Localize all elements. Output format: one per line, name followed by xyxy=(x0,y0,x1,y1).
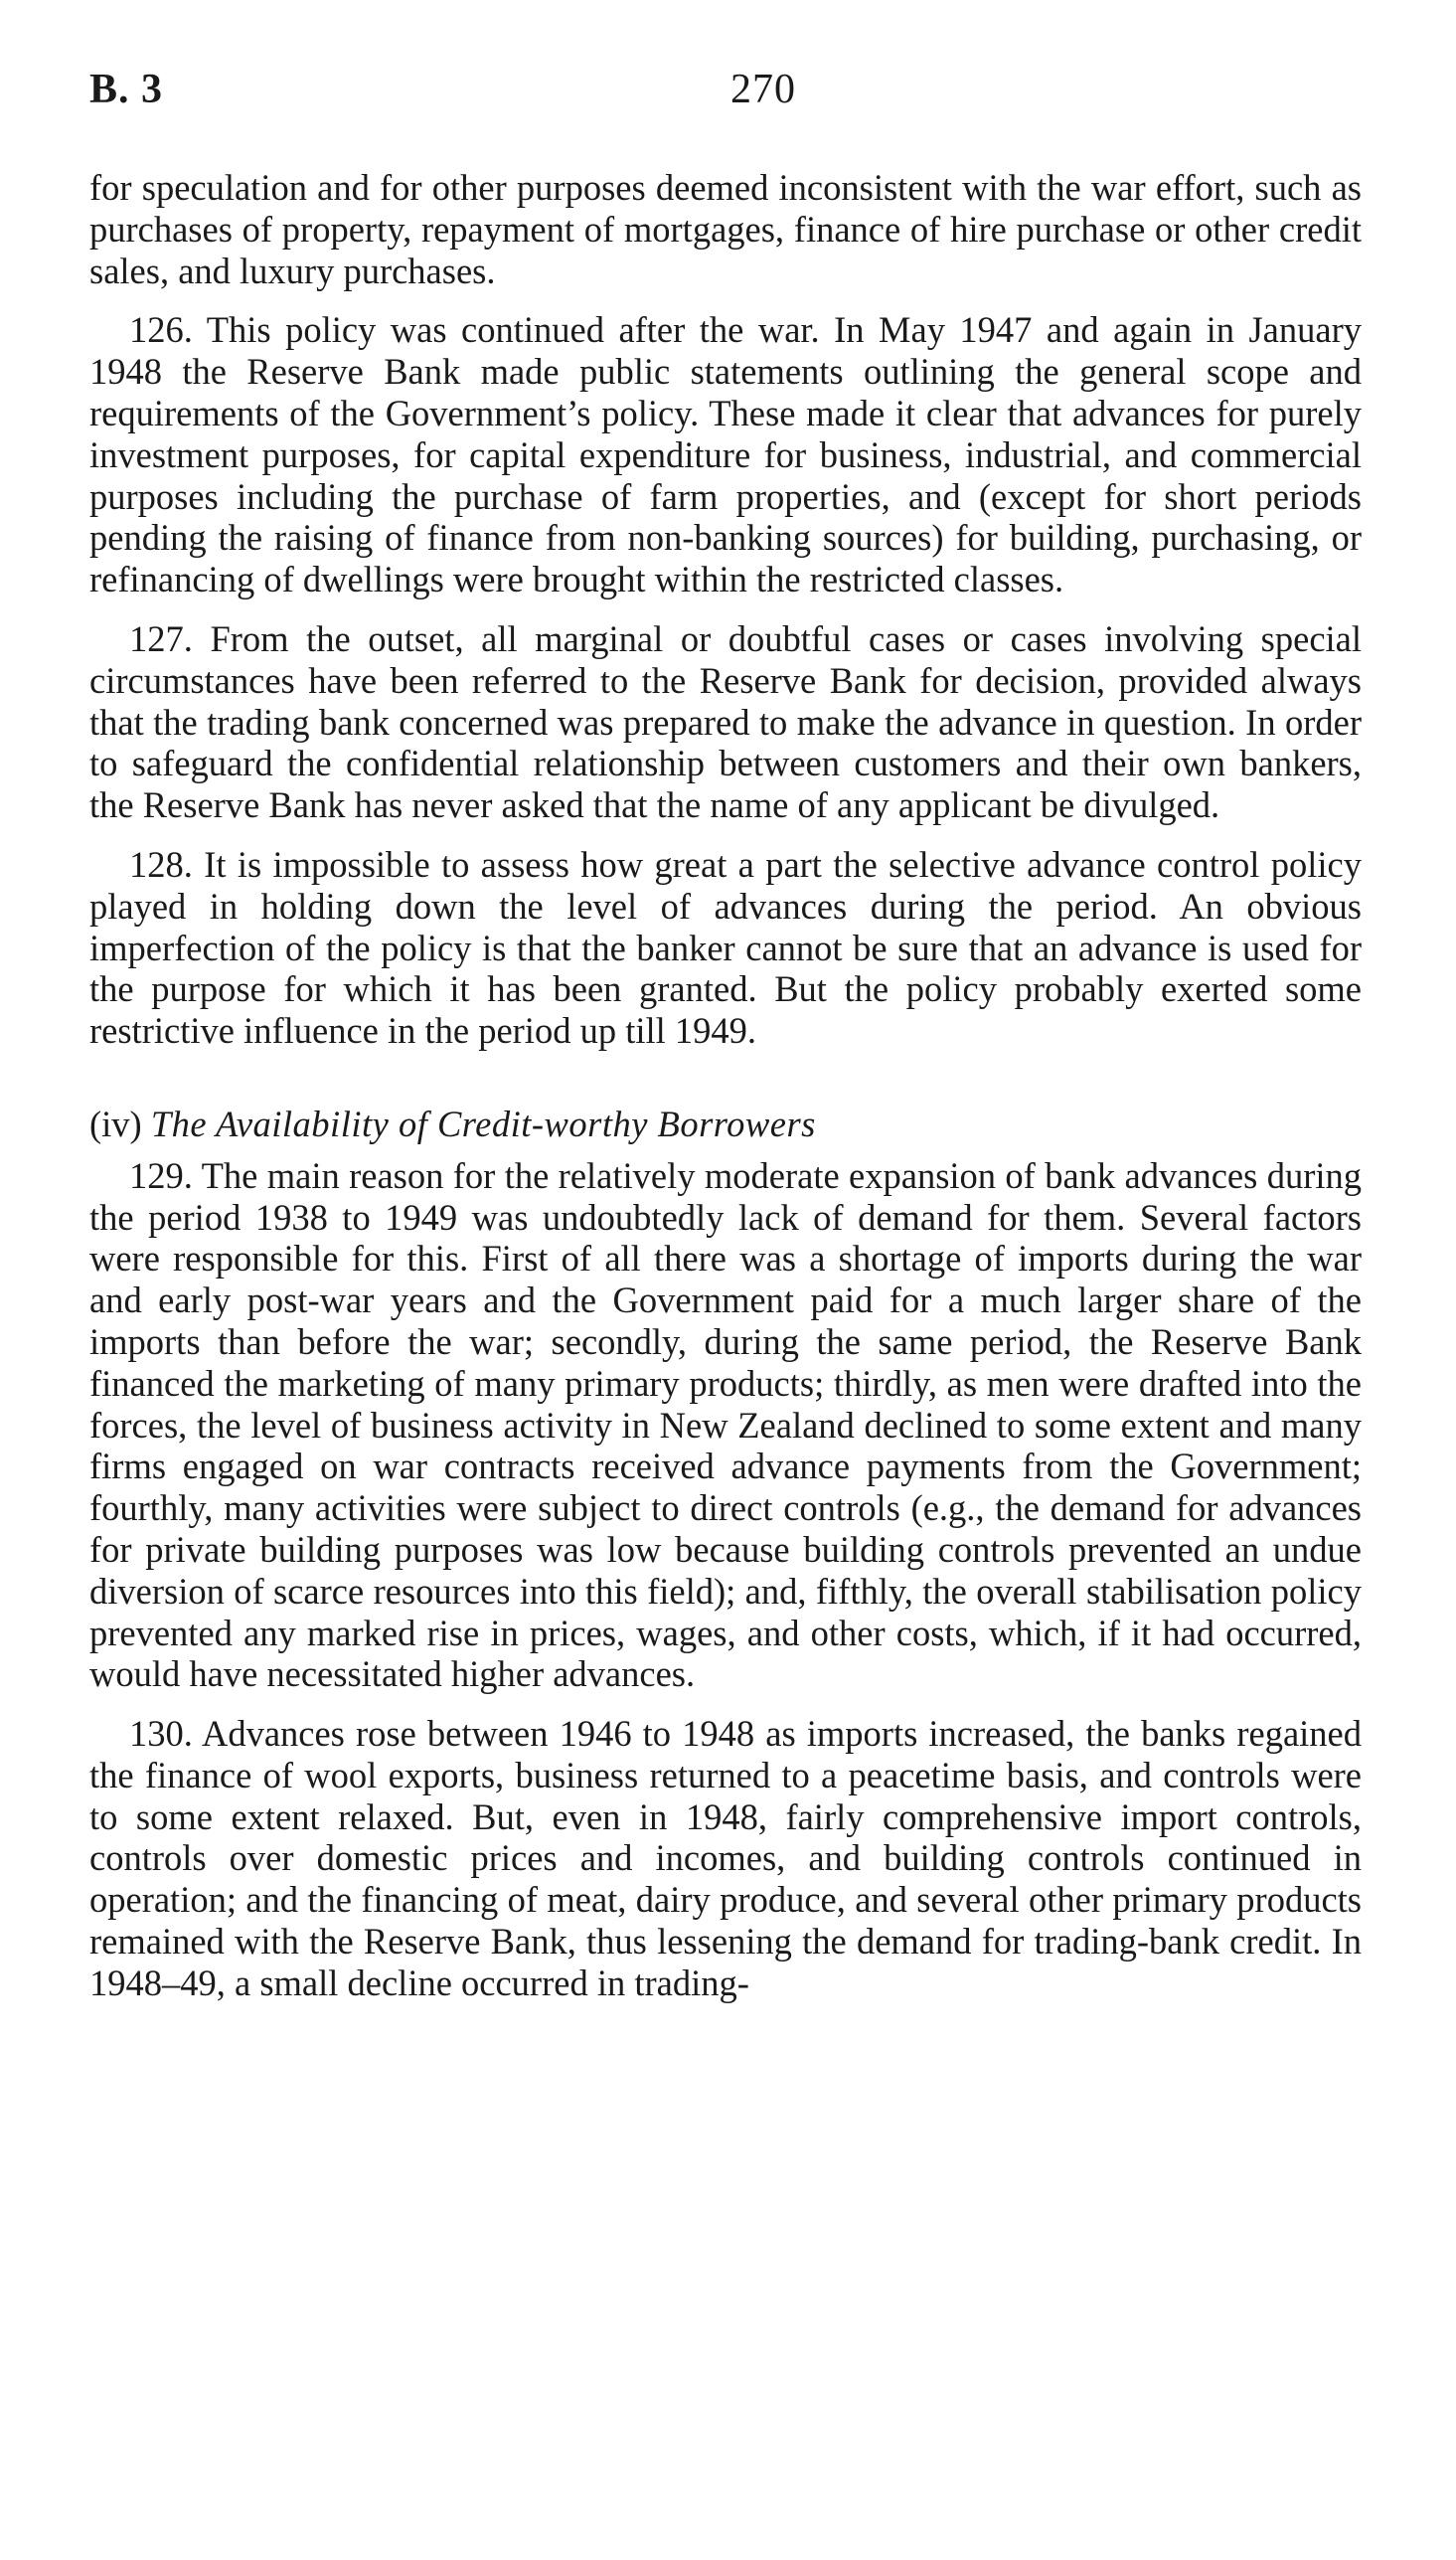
body-text xyxy=(89,167,1362,2022)
section-heading-label: (iv) xyxy=(89,1103,142,1144)
running-head xyxy=(89,66,1381,125)
page-number: 270 xyxy=(730,67,796,112)
paragraph-continued: for speculation and for other purposes deemed inconsistent with the war effort, such as purchases of property, repayment of mortgages, finance of hire purchase or other credit sales, and luxury purchases. xyxy=(89,167,1362,291)
paragraph-129: 129. The main reason for the relatively moderate expansion of bank advances during the period 1938 to 1949 was undoubtedly lack of demand for them. Several factors were responsible for this. First of all there was a shortage of imports during the war and early post-war years and the Government paid for a much larger share of the imports than before the war; secondly, during the same period, the Reserve Bank financed the marketing of many primary products; thirdly, as men were drafted into the forces, the level of business activity in New Zealand declined to some extent and many firms engaged on war contracts received advance payments from the Government; fourthly, many activities were subject to direct controls (e.g., the demand for advances for private building purposes was low because building controls prevented an undue diversion of scarce resources into this field); and, fifthly, the overall stabilisation policy prevented any marked rise in prices, wages, and other costs, which, if it had occurred, would have necessitated higher advances. xyxy=(89,1154,1362,1695)
paragraph-127: 127. From the outset, all marginal or doubtful cases or cases involving special circumstances have been referred to the Reserve Bank for decision, provided always that the trading bank concerned was prepared to make the advance in question. In order to safeguard the confidential relationship between customers and their own bankers, the Reserve Bank has never asked that the name of any applicant be divulged. xyxy=(89,617,1362,826)
section-heading-title: The Availability of Credit-worthy Borrowers xyxy=(150,1103,816,1144)
section-heading xyxy=(89,1104,1362,1145)
section-code: B. 3 xyxy=(89,67,164,112)
paragraph-128: 128. It is impossible to assess how great a part the selective advance control policy played in holding down the level of advances during the period. An obvious imperfection of the policy is that the banker cannot be sure that an advance is used for the purpose for which it has been granted. But the policy probably exerted some restrictive influence in the period up till 1949. xyxy=(89,843,1362,1052)
paragraph-130: 130. Advances rose between 1946 to 1948 as imports increased, the banks regained the finance of wool exports, business returned to a peacetime basis, and controls were to some extent relaxed. But, even in 1948, fairly comprehensive import controls, controls over domestic prices and incomes, and building controls continued in operation; and the financing of meat, dairy produce, and several other primary products remained with the Reserve Bank, thus lessening the demand for trading-bank credit. In 1948–49, a small decline occurred in trading- xyxy=(89,1713,1362,2003)
paragraph-126: 126. This policy was continued after the war. In May 1947 and again in January 1948 the Reserve Bank made public statements outlining the general scope and requirements of the Government’s policy. These made it clear that advances for purely investment purposes, for capital expenditure for business, industrial, and commercial purposes including the purchase of farm properties, and (except for short periods pending the raising of finance from non-banking sources) for building, purchasing, or refinancing of dwellings were brought within the restricted classes. xyxy=(89,309,1362,600)
